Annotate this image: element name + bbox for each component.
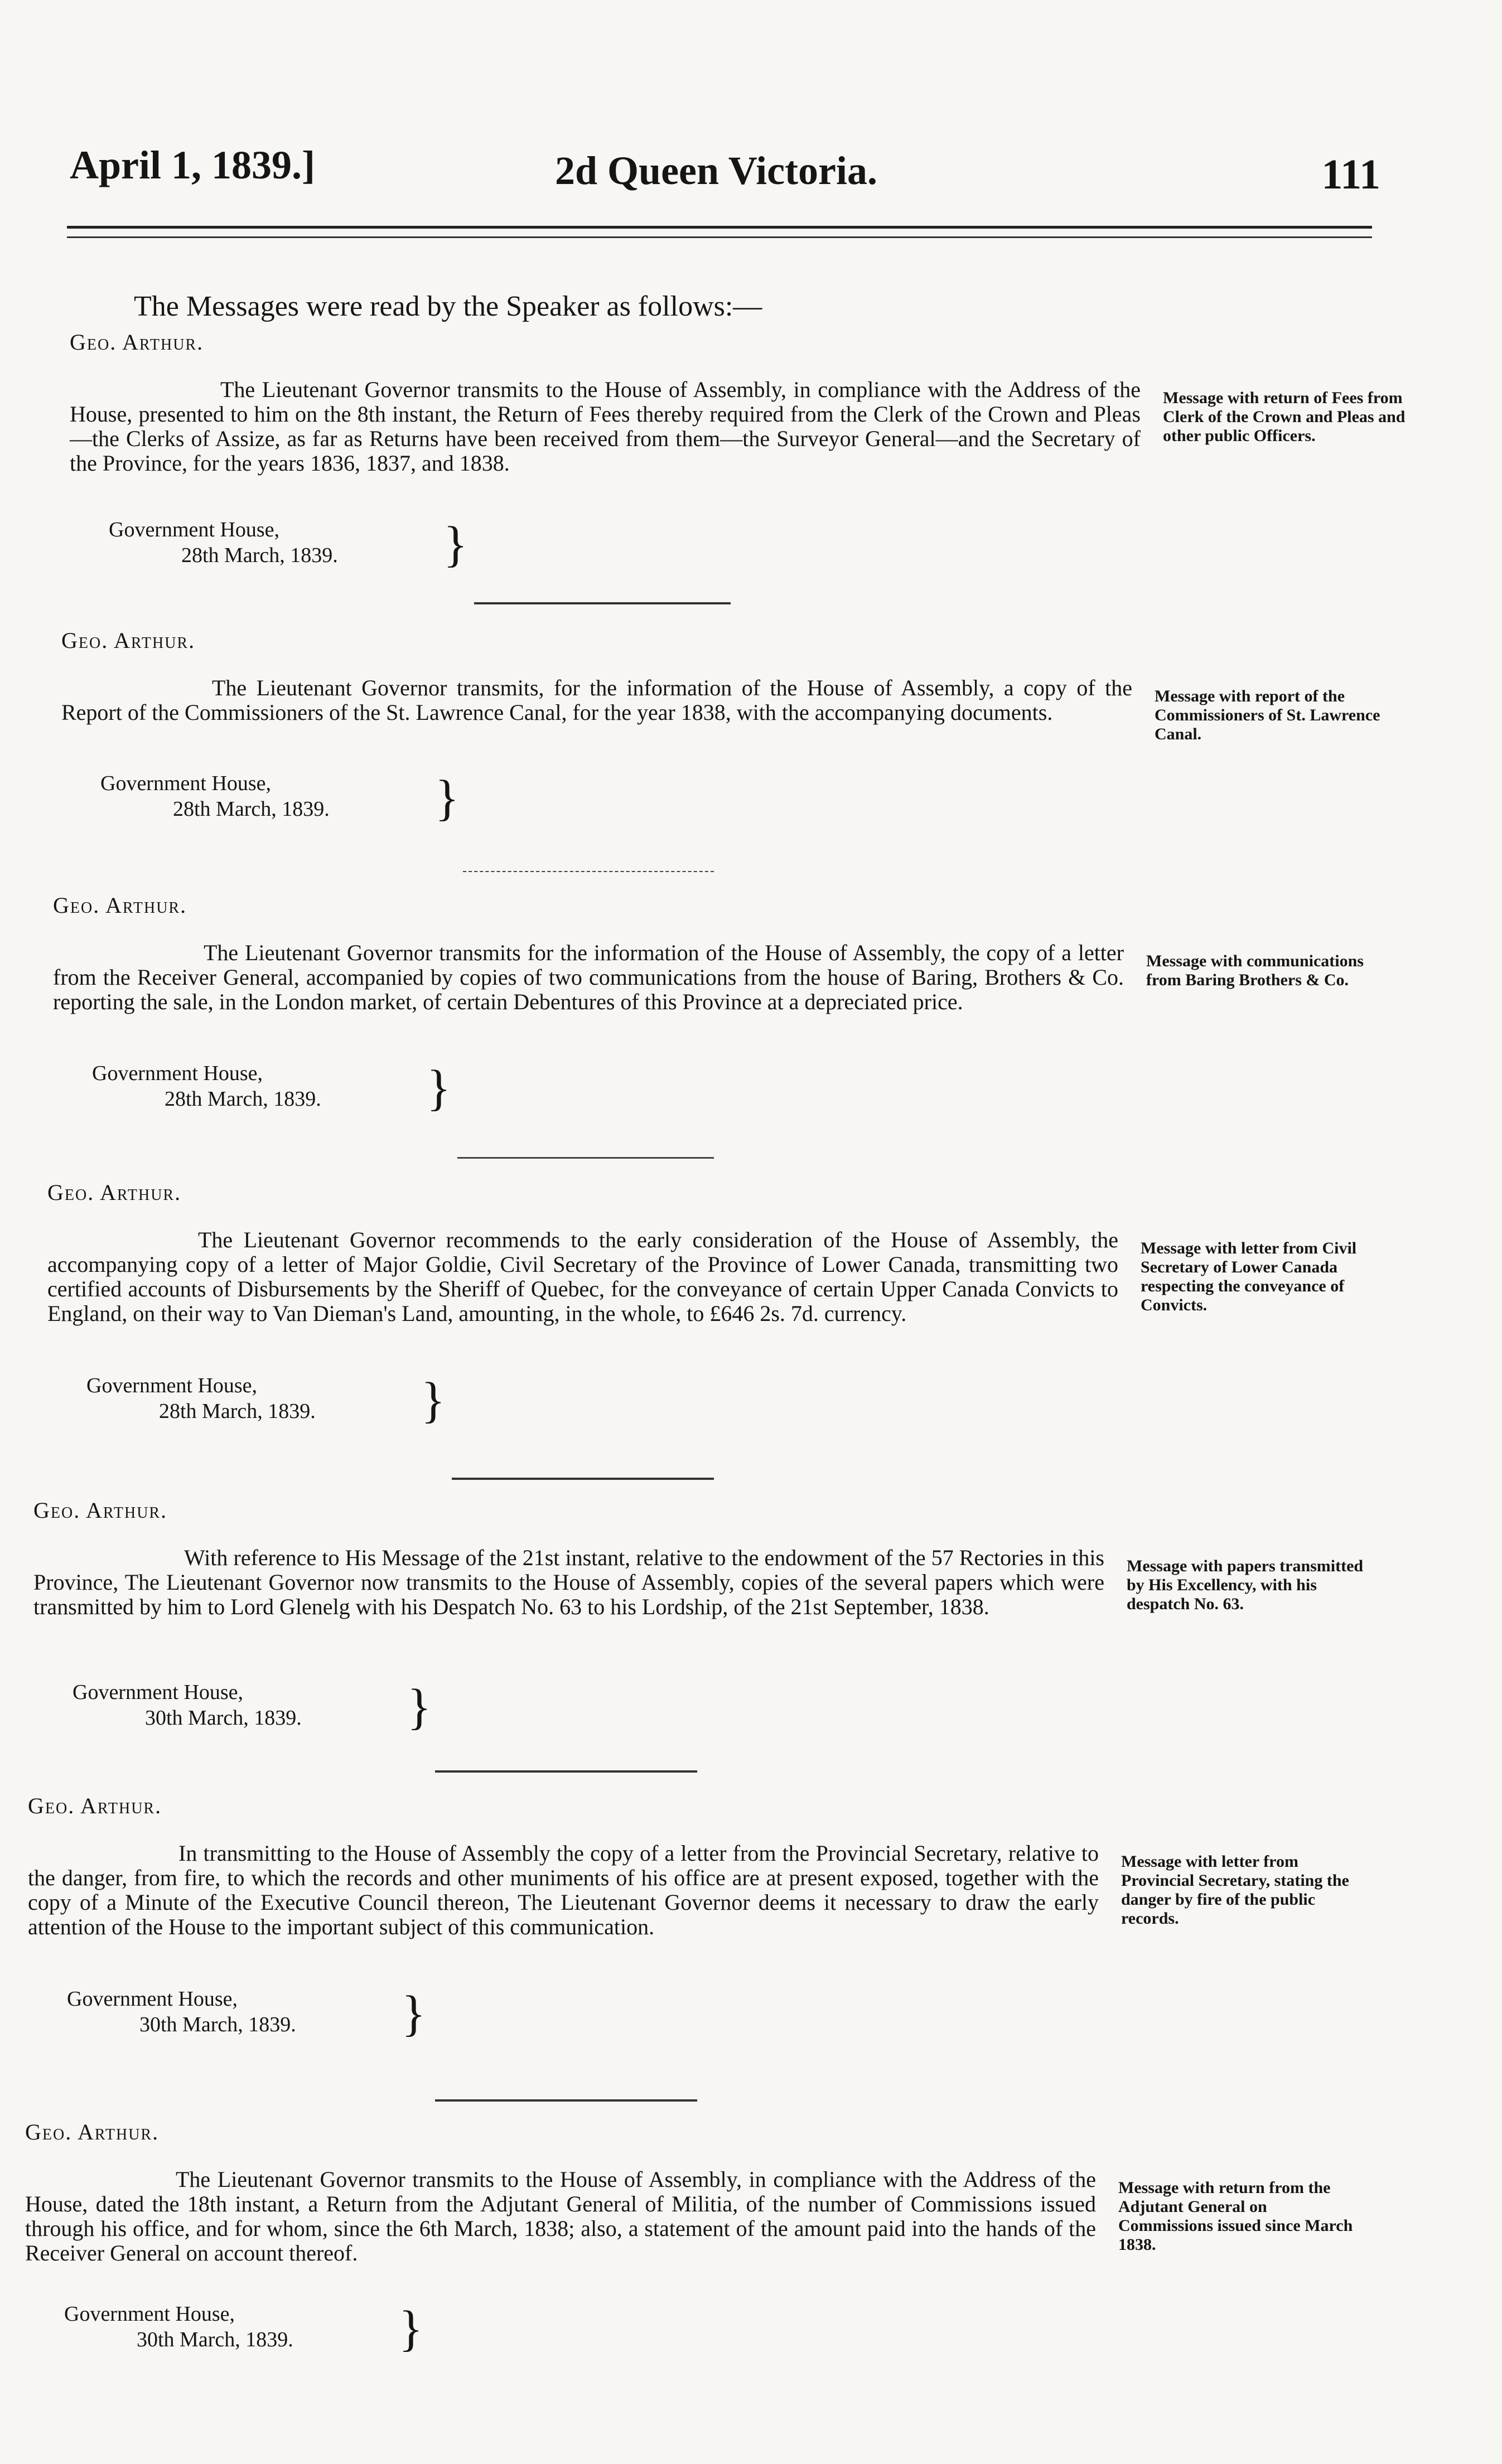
dateline-date: 28th March, 1839. [165,1087,321,1111]
signature: Geo. Arthur. [28,1793,162,1818]
margin-note: Message with return of Fees from Clerk of the Crown and Pleas and other public Officers. [1163,389,1406,445]
signature: Geo. Arthur. [53,893,187,918]
government-house-dateline [73,1679,1439,1741]
margin-note: Message with return from the Adjutant General on Commissions issued since March 1838. [1118,2179,1353,2254]
dateline-place: Government House, [109,518,280,541]
dateline-place: Government House, [67,1987,238,2011]
header-title: 2d Queen Victoria. [555,148,877,193]
brace: } [427,1061,451,1116]
page-header [70,142,1380,204]
separator-rule [463,871,714,872]
government-house-dateline [86,1373,1453,1434]
signature: Geo. Arthur. [25,2119,160,2144]
dateline-date: 30th March, 1839. [145,1706,302,1730]
message-3 [53,892,1458,1122]
intro-line: The Messages were read by the Speaker as follows:— [134,291,762,322]
dateline-date: 28th March, 1839. [159,1400,316,1423]
separator-rule [435,1770,697,1773]
dateline-place: Government House, [73,1681,244,1704]
page-number: 111 [1321,151,1380,198]
message-6 [28,1793,1433,2047]
message-5 [33,1497,1439,1741]
header-rule [67,226,1372,238]
separator-rule [457,1157,714,1159]
message-body: With reference to His Message of the 21st instant, relative to the endowment of the 57 Rectories in this Province, The Lieutenant Governor now transmits to the House of Assembly, copies of the several papers which were transmitted by him to Lord Glenelg with his Despatch No. 63 to his Lordship, of the 21st September, 1838. [33,1545,1104,1619]
margin-note: Message with report of the Commissioners of St. Lawrence Canal. [1155,687,1380,743]
government-house-dateline [92,1061,1458,1122]
brace: } [407,1679,432,1735]
message-body: The Lieutenant Governor recommends to the early consideration of the House of Assembly, the accompanying copy of a letter of Major Goldie, Civil Secretary of the Province of Lower Canada, transmitting two certified accounts of Disbursements by the Sheriff of Quebec, for the conveyance of certain Upper Canada Convicts to England, on their way to Van Dieman's Land, amounting, in the whole, to £646 2s. 7d. currency. [47,1227,1118,1326]
message-2 [61,627,1467,832]
government-house-dateline [109,517,1475,578]
brace: } [421,1373,446,1428]
dateline-place: Government House, [64,2302,235,2326]
margin-note: Message with communications from Baring Brothers & Co. [1146,952,1364,989]
dateline-place: Government House, [86,1374,258,1397]
dateline-date: 30th March, 1839. [139,2013,296,2036]
signature: Geo. Arthur. [61,628,196,653]
message-body: In transmitting to the House of Assembly the copy of a letter from the Provincial Secretary, relative to the danger, from fire, to which the records and other muniments of his office are at present exposed, together with the copy of a Minute of the Executive Council thereon, The Lieutenant Governor deems it necessary to draw the early attention of the House to the important subject of this communication. [28,1841,1099,1939]
margin-note: Message with letter from Civil Secretary of Lower Canada respecting the conveyance of Convicts. [1141,1239,1357,1314]
message-body: The Lieutenant Governor transmits, for the information of the House of Assembly, a copy of the Report of the Commissioners of the St. Lawrence Canal, for the year 1838, with the accompanying documents. [61,675,1132,725]
message-4 [47,1179,1453,1434]
signature: Geo. Arthur. [70,330,204,355]
message-body: The Lieutenant Governor transmits to the House of Assembly, in compliance with the Address of the House, dated the 18th instant, a Return from the Adjutant General of Militia, of the number of Commissions issued through his office, and for whom, since the 6th March, 1838; also, a statement of the amount paid into the hands of the Receiver General on account thereof. [25,2167,1096,2265]
message-body: The Lieutenant Governor transmits to the House of Assembly, in compliance with the Address of the House, presented to him on the 8th instant, the Return of Fees thereby required from the Clerk of the Crown and Pleas—the Clerks of Assize, as far as Returns have been received from them—the Surveyor General—and the Secretary of the Province, for the years 1836, 1837, and 1838. [70,377,1141,476]
dateline-date: 28th March, 1839. [181,544,338,567]
message-body: The Lieutenant Governor transmits for the information of the House of Assembly, the copy of a letter from the Receiver General, accompanied by copies of two communications from the house of Baring, Brothers & Co. reporting the sale, in the London market, of certain Debentures of this Province at a depreciated price. [53,940,1124,1014]
margin-note: Message with letter from Provincial Secretary, stating the danger by fire of the public records. [1121,1852,1349,1928]
dateline-date: 30th March, 1839. [137,2328,293,2351]
separator-rule [474,602,731,604]
signature: Geo. Arthur. [47,1180,182,1205]
dateline-date: 28th March, 1839. [173,797,330,821]
signature: Geo. Arthur. [33,1498,168,1523]
brace: } [402,1986,426,2041]
government-house-dateline [100,771,1467,832]
government-house-dateline [64,2301,1431,2363]
brace: } [435,771,460,826]
message-7 [25,2119,1431,2363]
brace: } [399,2301,423,2356]
message-1 [70,329,1475,578]
header-date: April 1, 1839.] [70,143,315,187]
brace: } [443,517,468,572]
dateline-place: Government House, [100,772,272,795]
margin-note: Message with papers transmitted by His Excellency, with his despatch No. 63. [1127,1557,1364,1613]
separator-rule [435,2099,697,2102]
dateline-place: Government House, [92,1062,263,1085]
government-house-dateline [67,1986,1433,2047]
separator-rule [452,1478,714,1480]
